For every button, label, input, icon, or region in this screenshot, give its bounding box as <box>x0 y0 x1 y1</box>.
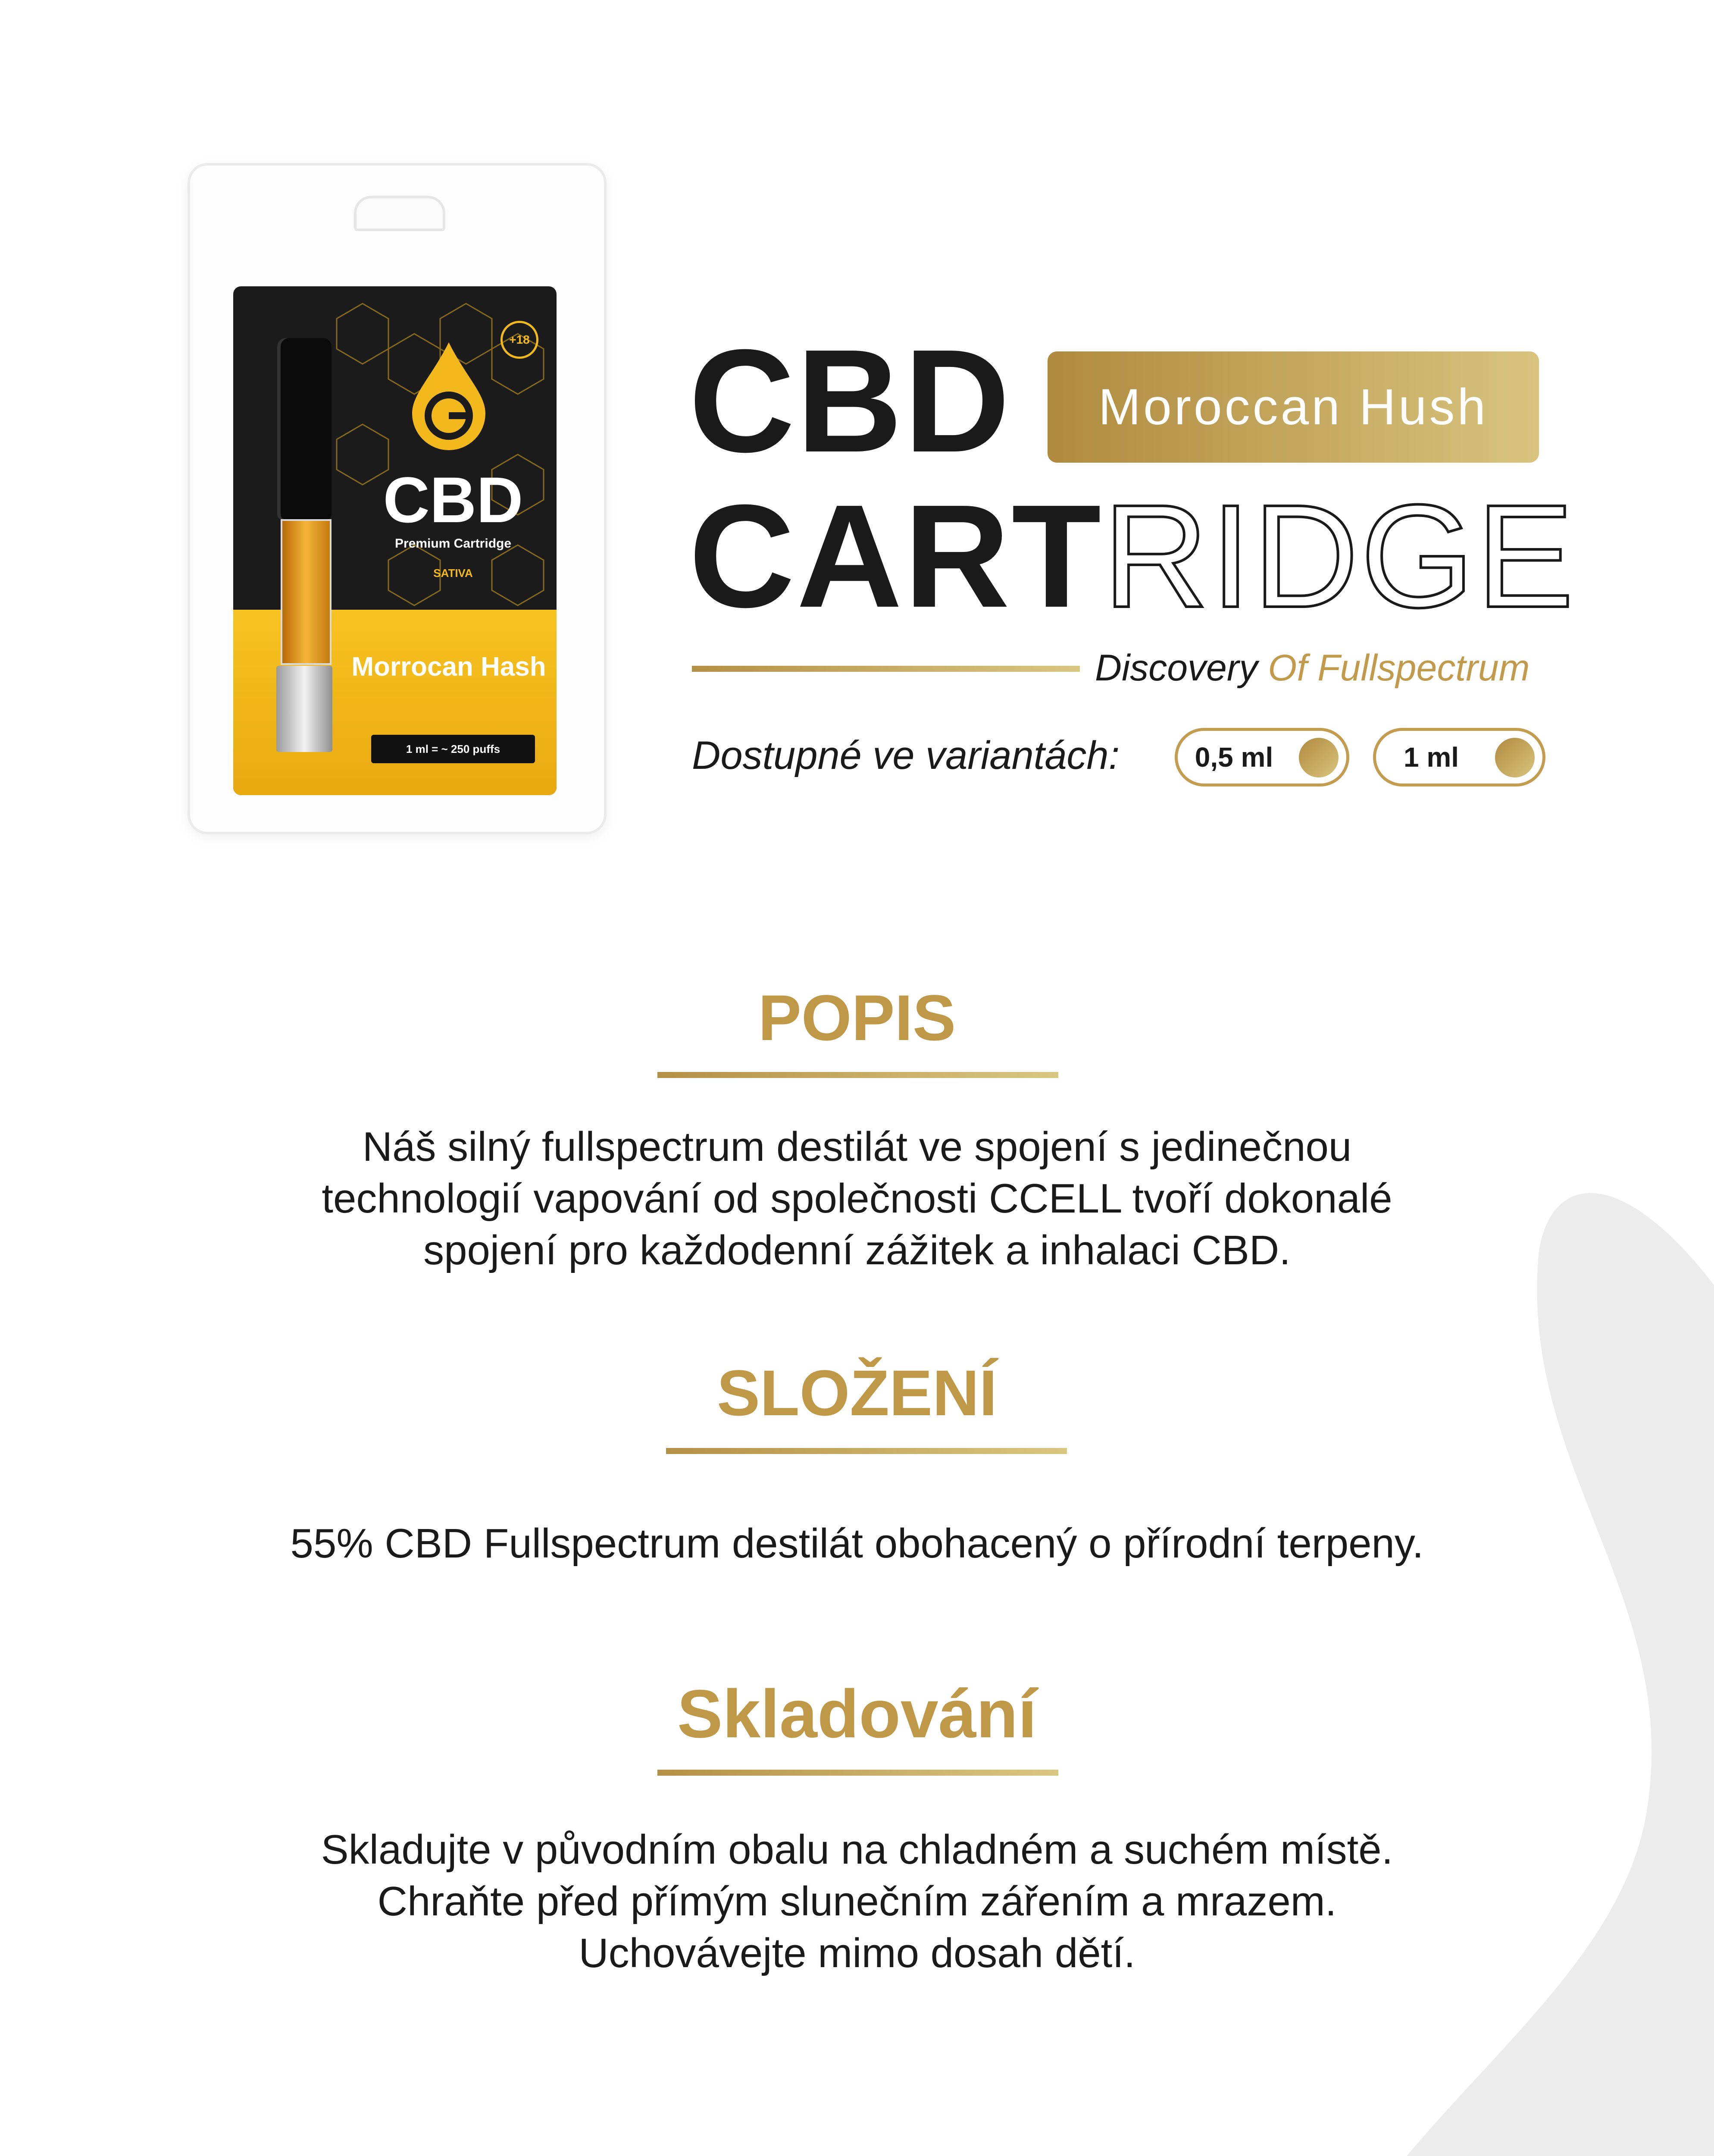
hang-hole <box>354 196 445 231</box>
slozeni-line: 55% CBD Fullspectrum destilát obohacený o přírodní terpeny. <box>290 1520 1424 1567</box>
cartridge-mouthpiece <box>277 338 332 519</box>
title-cart-solid: CART <box>689 474 1103 638</box>
heading-skladovani: Skladování <box>677 1676 1037 1752</box>
product-package <box>188 163 607 834</box>
title-ridge-outline: RIDGE <box>1103 474 1576 638</box>
popis-line: technologií vapování od společnosti CCELL tvoří dokonalé <box>322 1175 1392 1222</box>
variant-label: 1 ml <box>1403 742 1459 773</box>
skladovani-line: Chraňte před přímým slunečním zářením a mrazem. <box>377 1878 1337 1924</box>
variant-dot <box>1495 738 1535 777</box>
variant-0-5ml[interactable] <box>1175 728 1349 787</box>
skladovani-text <box>0 1824 1714 1979</box>
skladovani-underline <box>657 1770 1058 1776</box>
tagline-divider <box>692 666 1080 672</box>
product-card <box>233 286 557 795</box>
popis-underline <box>657 1072 1058 1078</box>
card-brand: CBD <box>383 464 523 536</box>
heading-popis: POPIS <box>758 981 956 1054</box>
title-cartridge <box>689 474 1576 638</box>
flavor-badge: Moroccan Hush <box>1048 351 1539 463</box>
variant-dot <box>1299 738 1339 777</box>
cartridge-base <box>276 666 332 752</box>
skladovani-line: Uchovávejte mimo dosah dětí. <box>579 1930 1135 1976</box>
age-badge: +18 <box>500 321 538 359</box>
available-label: Dostupné ve variantách: <box>692 733 1120 777</box>
skladovani-line: Skladujte v původním obalu na chladném a suchém místě. <box>321 1827 1393 1873</box>
cartridge-image <box>272 338 337 769</box>
card-strain-type: SATIVA <box>433 567 473 580</box>
slozeni-text <box>0 1518 1714 1570</box>
card-product-name: Morrocan Hash <box>351 652 546 682</box>
popis-line: Náš silný fullspectrum destilát ve spojení s jedinečnou <box>362 1124 1352 1170</box>
tagline-prefix: Discovery <box>1095 647 1258 689</box>
cartridge-oil-chamber <box>281 519 332 665</box>
variant-label: 0,5 ml <box>1195 742 1273 773</box>
tagline-highlight: Of Fullspectrum <box>1268 647 1530 689</box>
card-puffs: 1 ml = ~ 250 puffs <box>371 735 535 763</box>
popis-line: spojení pro každodenní zážitek a inhalaci CBD. <box>423 1227 1291 1273</box>
heading-slozeni: SLOŽENÍ <box>716 1357 998 1429</box>
title-cbd: CBD <box>689 319 1012 483</box>
slozeni-underline <box>666 1448 1067 1454</box>
popis-text <box>0 1121 1714 1276</box>
drop-logo-icon <box>406 338 492 450</box>
tagline <box>1095 647 1529 689</box>
card-subtitle: Premium Cartridge <box>394 536 512 551</box>
variant-1ml[interactable] <box>1373 728 1545 787</box>
